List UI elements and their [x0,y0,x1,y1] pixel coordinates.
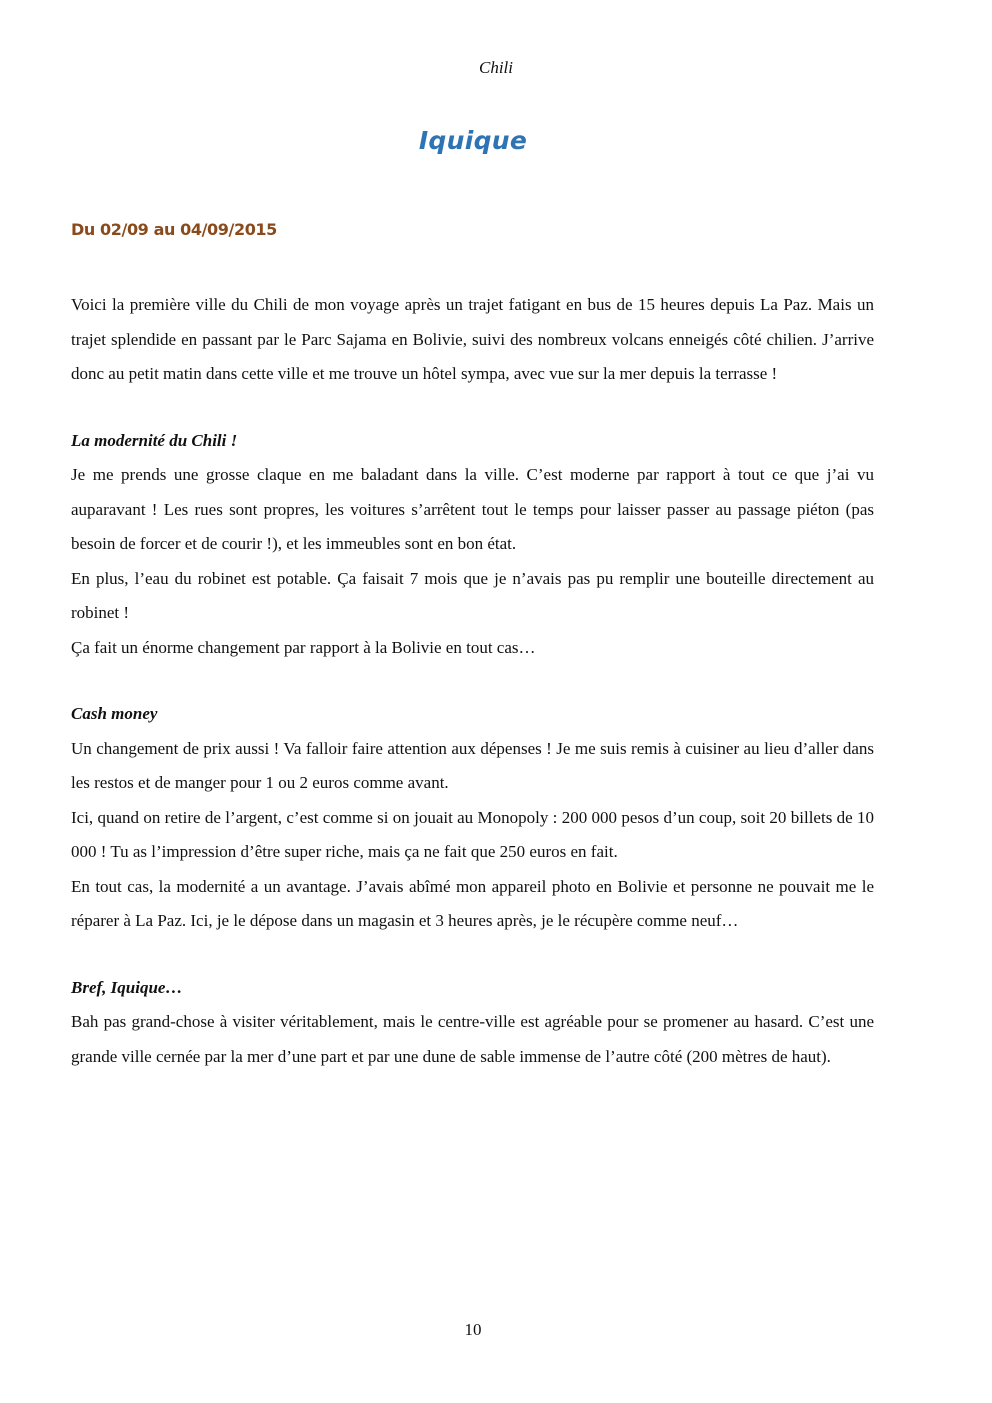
paragraph: Bah pas grand-chose à visiter véritablement, mais le centre-ville est agréable pour se promener au hasard. C’est une grande ville cernée par la mer d’une part et par une dune de sable immense de l’autre côté (200 mètres de haut). [71,1012,874,1066]
section-bref-iquique [71,971,874,1075]
paragraph: Je me prends une grosse claque en me baladant dans la ville. C’est moderne par rapport à tout ce que j’ai vu auparavant ! Les rues sont propres, les voitures s’arrêtent tout le temps pour laisser passer au passage piéton (pas besoin de forcer et de courir !), et les immeubles sont en bon état. [71,465,874,553]
paragraph: Ça fait un énorme changement par rapport à la Bolivie en tout cas… [71,637,536,657]
paragraph: En tout cas, la modernité a un avantage. J’avais abîmé mon appareil photo en Bolivie et personne ne pouvait me le réparer à La Paz. Ici, je le dépose dans un magasin et 3 heures après, je le récupère comme neuf… [71,876,874,930]
section-modernite [71,424,874,666]
section-heading: La modernité du Chili ! [71,430,238,450]
paragraph: En plus, l’eau du robinet est potable. Ça faisait 7 mois que je n’avais pas pu remplir une bouteille directement au robinet ! [71,568,874,622]
paragraph: Ici, quand on retire de l’argent, c’est comme si on jouait au Monopoly : 200 000 pesos d’un coup, soit 20 billets de 10 000 ! Tu as l’impression d’être super riche, mais ça ne fait que 250 euros en fait. [71,807,874,861]
date-range: Du 02/09 au 04/09/2015 [71,220,277,239]
page-title: Iquique [418,126,528,155]
paragraph: Un changement de prix aussi ! Va falloir faire attention aux dépenses ! Je me suis remis à cuisiner au lieu d’aller dans les restos et de manger pour 1 ou 2 euros comme avant. [71,738,874,792]
section-heading: Cash money [71,704,158,723]
running-header: Chili [478,58,513,77]
section-heading: Bref, Iquique… [71,977,183,997]
intro-paragraph: Voici la première ville du Chili de mon voyage après un trajet fatigant en bus de 15 heures depuis La Paz. Mais un trajet splendide en passant par le Parc Sajama en Bolivie, suivi des nombreux volcans enneigés côté chilien. J’arrive donc au petit matin dans cette ville et me trouve un hôtel sympa, avec vue sur la mer depuis la terrasse ! [71,295,874,383]
section-cash-money [71,697,874,939]
article-body [71,288,874,1106]
page-number: 10 [464,1320,482,1339]
